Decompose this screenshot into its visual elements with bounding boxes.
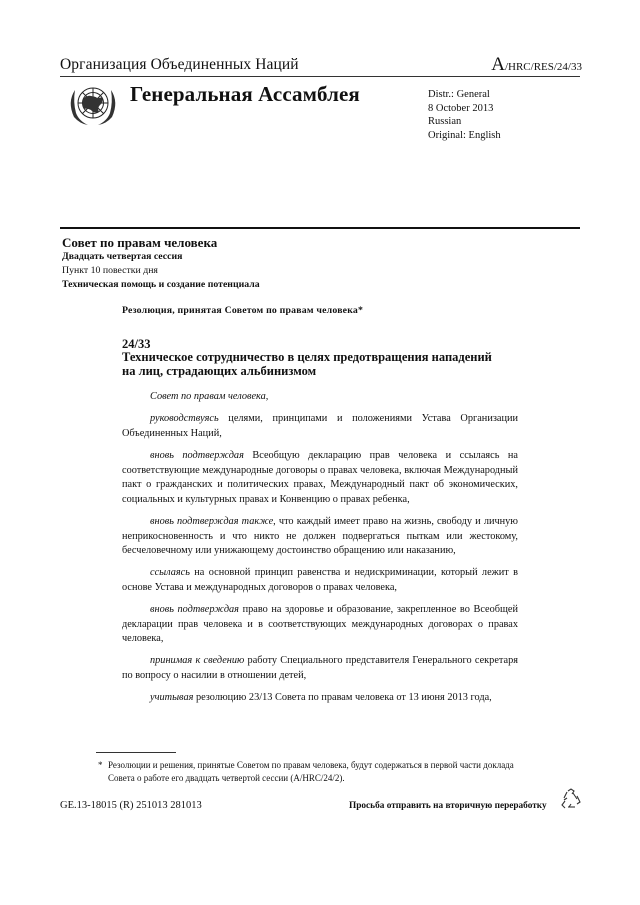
paragraph-lead: принимая к сведению: [150, 655, 245, 667]
preamble-paragraph: [122, 603, 518, 647]
paragraph-text: работу Специального представителя Генерального секретаря по вопросу о насилии в отношении детей,: [122, 655, 518, 682]
agenda-title: Техническая помощь и создание потенциала: [62, 279, 260, 290]
preamble-paragraph: [122, 566, 518, 595]
document-language: Russian: [428, 116, 462, 127]
document-date: 8 October 2013: [428, 102, 494, 114]
paragraph-lead: вновь подтверждая: [150, 604, 239, 616]
paragraph-lead: руководствуясь: [150, 413, 219, 425]
resolution-title: Техническое сотрудничество в целях предотвращения нападений на лиц, страдающих альбинизмом: [122, 350, 492, 378]
paragraph-text: на основной принцип равенства и недискриминации, который лежит в основе Устава и международных договоров о правах человека,: [122, 567, 518, 593]
council-block: [62, 236, 260, 292]
document-symbol-prefix: A: [491, 54, 505, 75]
paragraph-text: резолюцию 23/13 Совета по правам человека от 13 июня 2013 года,: [193, 692, 492, 704]
paragraph-text: , что каждый имеет право на жизнь, свободу и личную неприкосновенность и что никто не должен подвергаться пыткам или жестокому, бесчеловечному или унижающему достоинство обращению или наказанию,: [122, 515, 518, 557]
original-language: Original: English: [428, 129, 501, 141]
resolution-adopted-note: Резолюция, принятая Советом по правам человека*: [122, 305, 364, 316]
preamble-paragraph: [122, 449, 518, 507]
preamble-paragraph: [122, 691, 518, 706]
preamble-paragraph: [122, 390, 518, 405]
footnote-text: Резолюции и решения, принятые Советом по правам человека, будут содержаться в первой части доклада Совета о работе его двадцать четвертой сессии (A/HRC/24/2).: [108, 760, 514, 783]
organization-name: Организация Объединенных Наций: [60, 56, 299, 73]
resolution-body: [122, 390, 518, 713]
paragraph-lead: вновь подтверждая также: [150, 515, 274, 527]
recycle-request: Просьба отправить на вторичную переработку: [349, 801, 547, 811]
session-name: Двадцать четвертая сессия: [62, 251, 183, 262]
footnote: [98, 759, 528, 784]
un-emblem-icon: [64, 80, 122, 128]
agenda-item: Пункт 10 повестки дня: [62, 265, 158, 276]
paragraph-text: Всеобщую декларацию прав человека и ссылаясь на соответствующие международные договоры о правах человека, включая Международный пакт о гражданских и политических правах, Международный пакт об экономических, социальных и культурных правах и Конвенцию о правах ребенка,: [122, 449, 518, 505]
preamble-paragraph: [122, 654, 518, 683]
paragraph-lead: Совет по правам человека,: [150, 391, 269, 402]
header-divider: [60, 76, 580, 77]
preamble-paragraph: [122, 412, 518, 441]
recycle-icon: [560, 788, 582, 810]
distribution-block: [428, 88, 501, 142]
council-name: Совет по правам человека: [62, 235, 218, 250]
footnote-rule: [96, 752, 176, 753]
section-divider: [60, 227, 580, 229]
general-assembly-title: Генеральная Ассамблея: [130, 82, 360, 106]
distribution-type: Distr.: General: [428, 89, 490, 100]
preamble-paragraph: [122, 515, 518, 559]
paragraph-text: право на здоровье и образование, закрепленное во Всеобщей декларации прав человека и в соответствующих международных договорах о правах человека,: [122, 604, 519, 645]
document-symbol-rest: /HRC/RES/24/33: [504, 61, 582, 73]
job-number: GE.13-18015 (R) 251013 281013: [60, 800, 202, 811]
paragraph-text: целями, принципами и положениями Устава Организации Объединенных Наций,: [122, 413, 518, 439]
paragraph-lead: учитывая: [150, 692, 194, 704]
paragraph-lead: ссылаясь: [150, 567, 190, 579]
resolution-number: 24/33: [122, 337, 151, 351]
paragraph-lead: вновь подтверждая: [150, 449, 244, 461]
document-symbol: [491, 54, 582, 76]
footnote-marker: *: [98, 760, 103, 770]
